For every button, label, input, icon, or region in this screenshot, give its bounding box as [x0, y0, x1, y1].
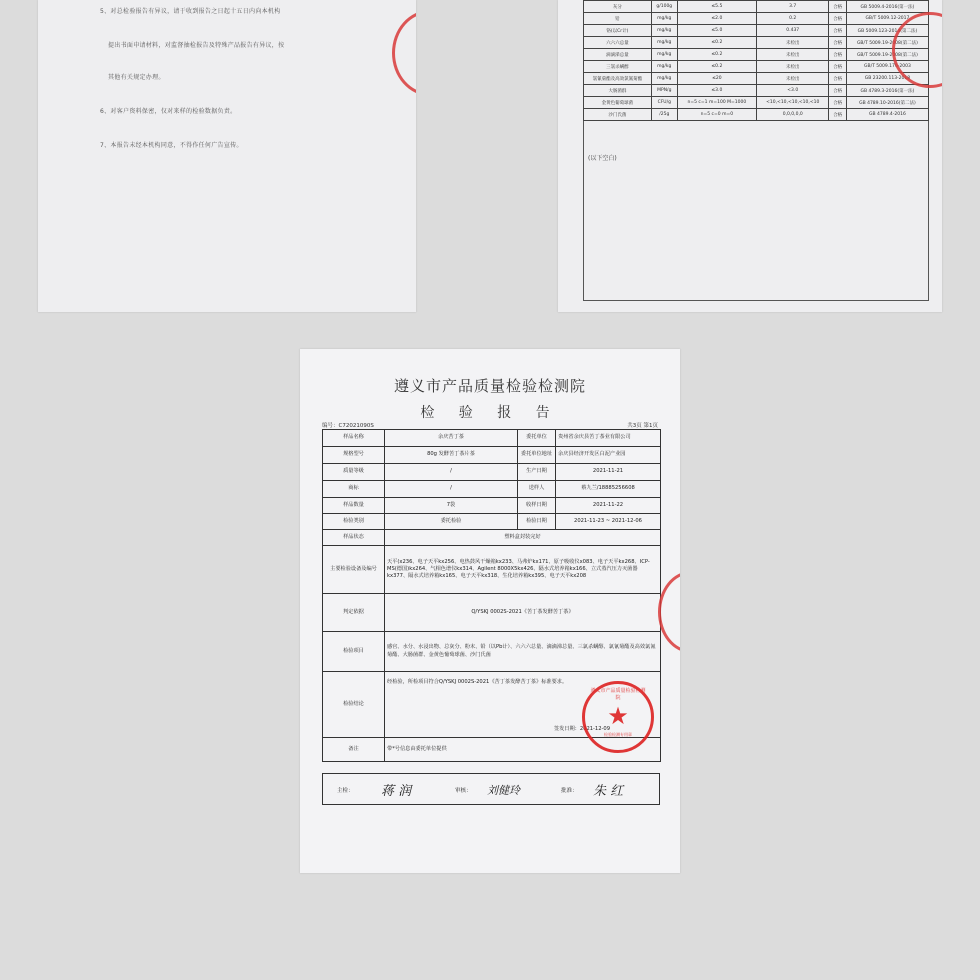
table-cell: GB 5009.4-2016(第一法) — [846, 1, 928, 13]
table-cell: mg/kg — [651, 13, 677, 25]
issue-date: 签发日期：2021-12-09 — [553, 725, 610, 732]
table-cell: mg/kg — [651, 73, 677, 85]
table-cell: g/100g — [651, 1, 677, 13]
field-value: 2021-11-22 — [556, 498, 661, 514]
table-cell: 未检出 — [757, 61, 829, 73]
table-cell: GB 4789.10-2016(第二法) — [846, 97, 928, 109]
table-cell: 0.2 — [757, 13, 829, 25]
table-cell: 六六六总量 — [584, 37, 652, 49]
table-cell: GB 4789.3-2016(第一法) — [846, 85, 928, 97]
seal-sub-text: 检验检测专用章 — [604, 732, 632, 737]
approve-label: 主检： — [337, 788, 354, 794]
table-cell: 合格 — [829, 49, 846, 61]
clause-line: 6、对客户资料保密，仅对来样的检验数据负责。 — [100, 108, 237, 115]
field-value: 塑料盒封装完好 — [385, 530, 661, 546]
field-value: 2021-11-23 ~ 2021-12-06 — [556, 514, 661, 530]
field-value: 感官、水分、水浸出物、总灰分、粉末、铅（以Pb计）、六六六总量、滴滴涕总量、三氯杀螨醇、氯氰菊酯及高效氯氰菊酯、大肠菌群、金黄色葡萄球菌、沙门氏菌 — [385, 632, 661, 672]
table-cell: 合格 — [829, 37, 846, 49]
table-row — [584, 37, 929, 49]
table-cell: ≤0.2 — [677, 49, 756, 61]
table-cell: mg/kg — [651, 61, 677, 73]
table-cell: ≤2.0 — [677, 13, 756, 25]
table-row — [584, 49, 929, 61]
table-cell: mg/kg — [651, 25, 677, 37]
issue-label: 批准： — [561, 788, 578, 794]
field-label: 主要检验设备及编号 — [323, 546, 385, 594]
table-cell: 0.437 — [757, 25, 829, 37]
table-cell: GB/T 5009.19-2008(第二法) — [846, 49, 928, 61]
table-cell: ≤5.5 — [677, 1, 756, 13]
star-icon: ★ — [607, 702, 629, 730]
table-cell: 沙门氏菌 — [584, 109, 652, 121]
table-row — [584, 109, 929, 121]
red-seal-partial — [658, 571, 680, 653]
clause-line: 其他有关规定办理。 — [108, 74, 165, 81]
field-value: 蔡九兰/18885256608 — [556, 481, 661, 498]
table-cell: 氯氰菊酯及高效氯氰菊酯 — [584, 73, 652, 85]
official-seal — [582, 681, 654, 753]
field-label: 样品状态 — [323, 530, 385, 546]
table-cell: ≤5.0 — [677, 25, 756, 37]
table-cell: ≤3.0 — [677, 85, 756, 97]
table-cell: GB 5009.123-2014(第二法) — [846, 25, 928, 37]
table-cell: GB/T 5009.12-2017 — [846, 13, 928, 25]
field-value: 2021-11-21 — [556, 464, 661, 481]
field-label: 规格型号 — [323, 447, 385, 464]
results-table — [583, 0, 929, 121]
report-page-cover — [300, 349, 680, 873]
table-cell: GB/T 5009.19-2008(第二法) — [846, 37, 928, 49]
table-cell: ≤20 — [677, 73, 756, 85]
table-cell: 合格 — [829, 85, 846, 97]
table-cell: ≤0.2 — [677, 37, 756, 49]
table-cell: 合格 — [829, 61, 846, 73]
field-value: 委托检验 — [385, 514, 518, 530]
field-label: 检验类别 — [323, 514, 385, 530]
field-label: 检验项目 — [323, 632, 385, 672]
table-cell: 0,0,0,0,0 — [757, 109, 829, 121]
field-label: 商标 — [323, 481, 385, 498]
table-cell: 三氯杀螨醇 — [584, 61, 652, 73]
approve-signature: 蒋 润 — [381, 784, 412, 799]
blank-note: (以下空白) — [588, 155, 617, 162]
field-value: 天平(x236、电子天平kx256、电热鼓风干燥箱kx233、马弗炉kx171、原子吸收仪x083、电子天平kx268、ICP-MS(德国)kx264、气相色谱仪kx314、Agilent 8000X5kx426、隔水式培养箱kx166、立式蒸汽压力灭菌器kx377、隔水式培养箱kx165、电子天平kx318、生化培养箱kx395、电子天平kx208 — [385, 546, 661, 594]
field-label: 委托单位地址 — [518, 447, 556, 464]
table-row — [584, 73, 929, 85]
field-label: 生产日期 — [518, 464, 556, 481]
table-row — [584, 1, 929, 13]
field-value: 贵州省余庆县苦丁茶业有限公司 — [556, 430, 661, 447]
table-cell: 未检出 — [757, 73, 829, 85]
signature-row — [322, 773, 660, 805]
table-cell: 铅 — [584, 13, 652, 25]
field-value: Q/YSKJ 0002S-2021《苦丁茶发酵苦丁茶》 — [385, 594, 661, 632]
table-cell: <3.0 — [757, 85, 829, 97]
field-value: / — [385, 481, 518, 498]
table-row — [584, 85, 929, 97]
field-label: 检验结论 — [323, 672, 385, 738]
table-cell: 灰分 — [584, 1, 652, 13]
table-cell: 合格 — [829, 109, 846, 121]
table-cell: 合格 — [829, 1, 846, 13]
field-value: 7袋 — [385, 498, 518, 514]
field-value: / — [385, 464, 518, 481]
table-row — [584, 61, 929, 73]
field-value: 余庆县经济开发区白泥产业园 — [556, 447, 661, 464]
clause-line: 5、对总检验报告有异议，请于收到报告之日起十五日内向本机构 — [100, 8, 281, 15]
field-label: 样品数量 — [323, 498, 385, 514]
table-cell: 合格 — [829, 25, 846, 37]
table-cell: 未检出 — [757, 37, 829, 49]
table-cell: n=5 c=1 m=100 M=1000 — [677, 97, 756, 109]
review-signature: 刘健玲 — [487, 784, 520, 797]
table-cell: 合格 — [829, 97, 846, 109]
field-label: 检验日期 — [518, 514, 556, 530]
table-cell: GB/T 5009.176-2003 — [846, 61, 928, 73]
table-cell: 3.7 — [757, 1, 829, 13]
table-cell: <10,<10,<10,<10,<10 — [757, 97, 829, 109]
field-label: 备注 — [323, 738, 385, 762]
table-row — [584, 13, 929, 25]
table-cell: 合格 — [829, 73, 846, 85]
report-page-results — [558, 0, 942, 312]
table-cell: mg/kg — [651, 49, 677, 61]
table-cell: ≤0.2 — [677, 61, 756, 73]
clause-line: 7、本报告未经本机构同意，不得作任何广告宣传。 — [100, 142, 243, 149]
table-cell: 铬(以Cr计) — [584, 25, 652, 37]
field-label: 送样人 — [518, 481, 556, 498]
field-label: 质量等级 — [323, 464, 385, 481]
field-label: 委托单位 — [518, 430, 556, 447]
table-cell: 大肠菌群 — [584, 85, 652, 97]
table-cell: mg/kg — [651, 37, 677, 49]
table-cell: GB 23200.113-2018 — [846, 73, 928, 85]
table-cell: n=5 c=0 m=0 — [677, 109, 756, 121]
report-title: 检 验 报 告 — [420, 405, 560, 421]
conclusion-text: 经检验，所检项目符合Q/YSKJ 0002S-2021《苦丁茶发酵苦丁茶》标准要求。 — [387, 679, 568, 685]
table-cell: 合格 — [829, 13, 846, 25]
table-cell: GB 4789.4-2016 — [846, 109, 928, 121]
table-cell: CFU/g — [651, 97, 677, 109]
field-value: 带*号信息由委托单位提供 — [385, 738, 661, 762]
table-row — [584, 97, 929, 109]
field-value: 余庆苦丁茶 — [385, 430, 518, 447]
table-cell: 未检出 — [757, 49, 829, 61]
table-cell: 滴滴涕总量 — [584, 49, 652, 61]
red-seal-partial — [392, 10, 416, 96]
field-label: 收样日期 — [518, 498, 556, 514]
page-indicator: 共3页 第1页 — [627, 423, 658, 429]
field-label: 判定依据 — [323, 594, 385, 632]
review-label: 审核： — [455, 788, 472, 794]
field-value: 80g 发酵苦丁茶片茶 — [385, 447, 518, 464]
table-row — [584, 25, 929, 37]
institute-name: 遵义市产品质量检验检测院 — [393, 377, 586, 395]
seal-ring-text: 遵义市产品质量检验检测院 — [590, 688, 646, 701]
table-cell: 金黄色葡萄球菌 — [584, 97, 652, 109]
report-page-terms — [38, 0, 416, 312]
clause-line: 提出书面申请材料，对监督抽检报告及特殊产品报告有异议，按 — [108, 42, 285, 49]
table-cell: MPN/g — [651, 85, 677, 97]
report-number: 编号：C72021090S — [322, 423, 374, 429]
table-cell: /25g — [651, 109, 677, 121]
field-label: 样品名称 — [323, 430, 385, 447]
issue-signature: 朱 红 — [593, 784, 624, 799]
